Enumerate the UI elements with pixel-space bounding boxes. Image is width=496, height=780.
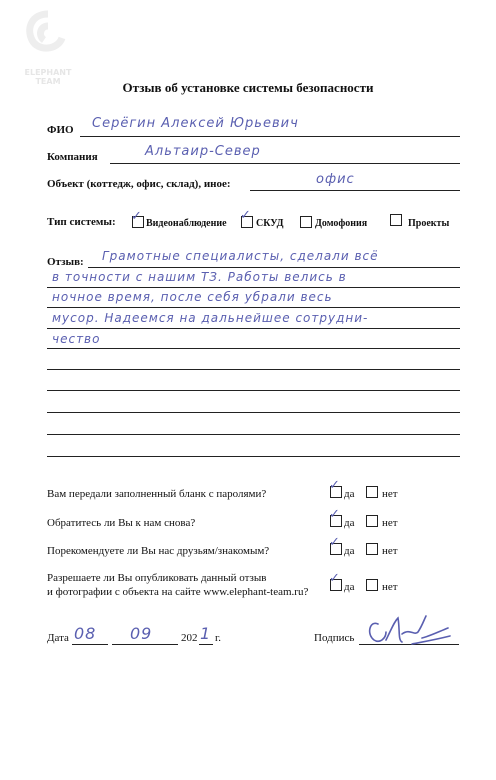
skud-check-icon: ✓ (240, 208, 251, 223)
review-line-7 (47, 390, 460, 391)
domofonia-checkbox[interactable] (300, 216, 312, 228)
review-text-line[interactable]: мусор. Надеемся на дальнейшее сотрудни- (52, 311, 369, 325)
videonabludenie-check-icon: ✓ (131, 209, 142, 224)
date-month-underline (112, 644, 178, 645)
return-yes-check-icon: ✓ (329, 507, 340, 522)
passwords-yes-check-icon: ✓ (329, 478, 340, 493)
return-yes-label: да (344, 517, 355, 529)
review-line-5 (47, 348, 460, 349)
return-no-checkbox[interactable] (366, 515, 378, 527)
object-value[interactable]: офис (316, 172, 355, 187)
passwords-no-checkbox[interactable] (366, 486, 378, 498)
review-line-9 (47, 434, 460, 435)
question-publish-line2: и фотографии с объекта на сайте www.elephant-team.ru? (47, 586, 309, 598)
elephant-team-logo (18, 6, 78, 86)
system-type-label: Тип системы: (47, 216, 116, 228)
review-line-6 (47, 369, 460, 370)
company-label: Компания (47, 151, 98, 163)
date-day-value[interactable]: 08 (74, 624, 97, 643)
handwritten-signature[interactable] (364, 610, 454, 650)
recommend-no-label: нет (382, 545, 398, 557)
object-underline (250, 190, 460, 191)
page-title: Отзыв об установке системы безопасности (122, 80, 374, 95)
videonabludenie-label: Видеонаблюдение (146, 218, 227, 229)
review-label: Отзыв: (47, 256, 84, 268)
company-value[interactable]: Альтаир-Север (145, 144, 261, 159)
proekty-label: Проекты (408, 218, 450, 229)
review-line-4 (47, 328, 460, 329)
fio-label: ФИО (47, 124, 74, 136)
date-label: Дата (47, 632, 69, 644)
publish-yes-label: да (344, 581, 355, 593)
date-day-underline (72, 644, 108, 645)
review-text-line[interactable]: в точности с нашим ТЗ. Работы велись в (52, 270, 347, 284)
review-line-8 (47, 412, 460, 413)
company-underline (110, 163, 460, 164)
question-passwords: Вам передали заполненный бланк с паролями? (47, 488, 267, 500)
return-no-label: нет (382, 517, 398, 529)
passwords-no-label: нет (382, 488, 398, 500)
review-line-3 (47, 307, 460, 308)
review-text-line[interactable]: ночное время, после себя убрали весь (52, 290, 333, 304)
question-return: Обратитесь ли Вы к нам снова? (47, 517, 196, 529)
date-month-value[interactable]: 09 (130, 624, 153, 643)
question-publish-line1: Разрешаете ли Вы опубликовать данный отзыв (47, 572, 267, 584)
review-text-line[interactable]: чество (52, 332, 101, 346)
fio-value[interactable]: Серёгин Алексей Юрьевич (92, 116, 299, 131)
signature-label: Подпись (314, 632, 355, 644)
passwords-yes-label: да (344, 488, 355, 500)
logo-text-line2: TEAM (35, 77, 61, 86)
date-year-prefix: 202 (181, 632, 198, 644)
publish-no-label: нет (382, 581, 398, 593)
date-year-suffix[interactable]: 1 (200, 624, 212, 643)
review-line-2 (47, 287, 460, 288)
logo-text-line1: ELEPHANT (24, 68, 72, 77)
recommend-yes-check-icon: ✓ (329, 535, 340, 550)
proekty-checkbox[interactable] (390, 214, 402, 226)
domofonia-label: Домофония (315, 218, 368, 229)
review-text-line[interactable]: Грамотные специалисты, сделали всё (102, 249, 379, 263)
publish-no-checkbox[interactable] (366, 579, 378, 591)
date-year-underline (199, 644, 213, 645)
date-year-unit: г. (215, 632, 222, 644)
recommend-yes-label: да (344, 545, 355, 557)
review-line-1 (88, 267, 460, 268)
skud-label: СКУД (256, 218, 284, 229)
object-label: Объект (коттедж, офис, склад), иное: (47, 178, 231, 190)
review-line-10 (47, 456, 460, 457)
publish-yes-check-icon: ✓ (329, 571, 340, 586)
fio-underline (80, 136, 460, 137)
question-recommend: Порекомендуете ли Вы нас друзьям/знакомым? (47, 545, 270, 557)
recommend-no-checkbox[interactable] (366, 543, 378, 555)
